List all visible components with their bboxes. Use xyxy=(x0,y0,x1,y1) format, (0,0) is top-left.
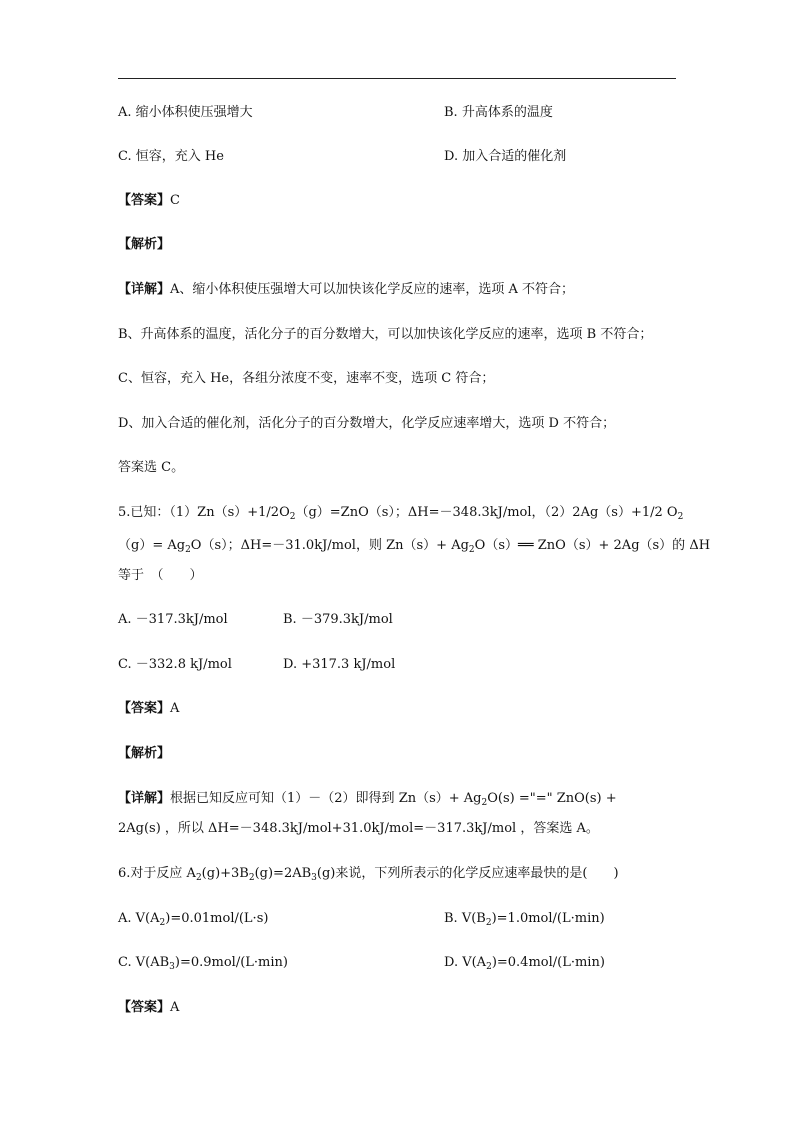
subscript: 2 xyxy=(677,512,684,522)
answer-value: A xyxy=(170,701,180,716)
q5-option-c: C. －332.8 kJ/mol xyxy=(118,657,232,672)
answer-value: A xyxy=(170,1000,180,1015)
subscript: 3 xyxy=(169,962,175,972)
q4-detail-c: C、恒容，充入 He，各组分浓度不变，速率不变，选项 C 符合； xyxy=(118,371,495,386)
q6-option-d xyxy=(444,955,605,971)
q4-analysis-label: 【解析】 xyxy=(118,237,171,252)
subscript: 2 xyxy=(485,918,492,928)
q5-stem-part: O（s）；ΔH=－31.0kJ/mol，则 Zn（s）+ Ag xyxy=(190,538,469,553)
option-text: A. V(A xyxy=(118,911,160,926)
detail-text: 根据已知反应可知（1）－（2）即得到 Zn（s）+ Ag xyxy=(170,791,482,806)
q5-option-b: B. －379.3kJ/mol xyxy=(283,612,393,627)
q4-conclusion: 答案选 C。 xyxy=(118,460,185,475)
q4-detail-b: B、升高体系的温度，活化分子的百分数增大，可以加快该化学反应的速率，选项 B 不符合； xyxy=(118,327,653,342)
detail-text: A、缩小体积使压强增大可以加快该化学反应的速率，选项 A 不符合； xyxy=(170,282,575,297)
q5-stem-line3: 等于 （ ） xyxy=(118,568,203,583)
q4-option-b: B. 升高体系的温度 xyxy=(444,105,553,120)
q4-detail-a xyxy=(118,282,574,298)
q5-detail-line1 xyxy=(118,791,617,807)
subscript: 2 xyxy=(195,873,202,883)
q6-answer xyxy=(118,1000,179,1016)
q5-analysis-label: 【解析】 xyxy=(118,746,171,761)
q4-option-a: A. 缩小体积使压强增大 xyxy=(118,105,253,120)
answer-label: 【答案】 xyxy=(118,701,171,716)
option-text: D. V(A xyxy=(444,955,487,970)
subscript: 2 xyxy=(185,545,191,555)
q5-option-a: A. －317.3kJ/mol xyxy=(118,612,228,627)
subscript: 2 xyxy=(481,798,488,808)
header-rule xyxy=(118,78,676,79)
q6-stem-part: (g)来说，下列所表示的化学反应速率最快的是( ) xyxy=(316,866,619,881)
q5-stem-line2 xyxy=(118,538,710,554)
q6-stem-part: (g)+3B xyxy=(201,866,249,881)
q6-option-b xyxy=(444,911,605,927)
q4-detail-d: D、加入合适的催化剂，活化分子的百分数增大，化学反应速率增大，选项 D 不符合； xyxy=(118,416,616,431)
q6-stem-part: 6.对于反应 A xyxy=(118,866,196,881)
detail-label: 【详解】 xyxy=(118,791,171,806)
subscript: 2 xyxy=(289,512,296,522)
q4-option-d: D. 加入合适的催化剂 xyxy=(444,149,567,164)
q5-detail-line2: 2Ag(s) ，所以 ΔH=－348.3kJ/mol+31.0kJ/mol=－317.3kJ/mol ，答案选 A。 xyxy=(118,821,599,836)
subscript: 2 xyxy=(468,545,475,555)
subscript: 2 xyxy=(248,873,255,883)
q4-option-c: C. 恒容，充入 He xyxy=(118,149,224,164)
q6-stem xyxy=(118,866,619,882)
option-text: B. V(B xyxy=(444,911,486,926)
answer-label: 【答案】 xyxy=(118,1000,171,1015)
q4-answer xyxy=(118,193,180,209)
option-text: )=1.0mol/(L·min) xyxy=(491,911,605,926)
option-text: )=0.4mol/(L·min) xyxy=(491,955,605,970)
q5-stem-part: （g）= Ag xyxy=(118,538,186,553)
subscript: 2 xyxy=(159,918,166,928)
q6-option-a xyxy=(118,911,268,927)
q5-stem-line1 xyxy=(118,505,683,521)
answer-label: 【答案】 xyxy=(118,193,171,208)
q6-option-c xyxy=(118,955,288,971)
q5-option-d: D. +317.3 kJ/mol xyxy=(283,657,396,672)
option-text: )=0.01mol/(L·s) xyxy=(165,911,269,926)
detail-text: O(s) ="=" ZnO(s) + xyxy=(487,791,617,806)
option-text: )=0.9mol/(L·min) xyxy=(174,955,288,970)
answer-value: C xyxy=(170,193,180,208)
q5-stem-part: 5.已知：（1）Zn（s）+1/2O xyxy=(118,505,290,520)
option-text: C. V(AB xyxy=(118,955,170,970)
subscript: 3 xyxy=(311,873,317,883)
detail-label: 【详解】 xyxy=(118,282,171,297)
q5-stem-part: （g）=ZnO（s）；ΔH=－348.3kJ/mol，（2）2Ag（s）+1/2 O xyxy=(295,505,678,520)
subscript: 2 xyxy=(486,962,492,972)
q5-answer xyxy=(118,701,179,717)
q5-stem-part: O（s）══ ZnO（s）+ 2Ag（s）的 ΔH xyxy=(474,538,711,553)
q6-stem-part: (g)=2AB xyxy=(254,866,312,881)
